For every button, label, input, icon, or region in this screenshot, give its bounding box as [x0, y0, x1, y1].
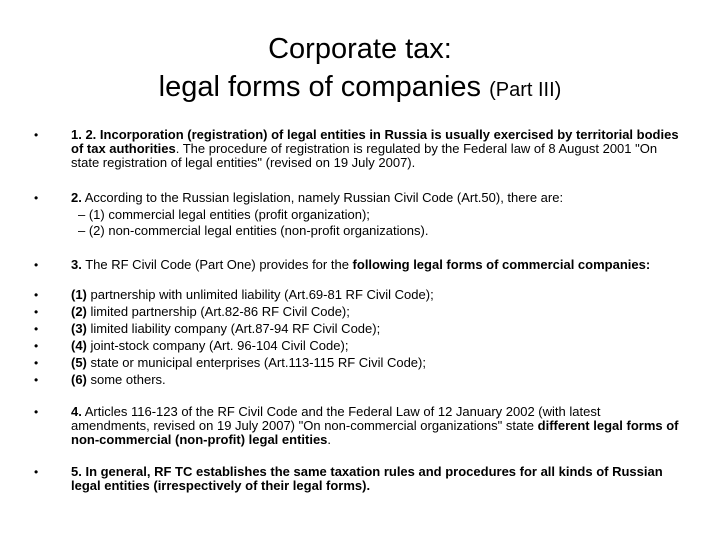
item-3-text [71, 258, 681, 272]
legal-form-5-number: (5) [71, 355, 87, 370]
item-4-bold: 4. [71, 404, 82, 419]
legal-form-6-number: (6) [71, 372, 87, 387]
bullet-icon: • [34, 356, 39, 370]
item-2-sub-2: – (2) non-commercial legal entities (non-profit organizations). [78, 223, 429, 238]
legal-form-1-text: partnership with unlimited liability (Art.69-81 RF Civil Code); [86, 287, 434, 302]
item-5-text [71, 465, 681, 493]
legal-form-1-number: (1) [71, 287, 87, 302]
item-1-bold: 1. 2. Incorporation (registration) of legal entities in Russia is usually exercised by territorial bodies of tax authorities [71, 127, 679, 156]
bullet-icon: • [34, 322, 39, 336]
title-part: (Part III) [489, 79, 562, 101]
item-5-bold: 5. In general, RF TC establishes the same taxation rules and procedures for all kinds of Russian legal entities (irrespectively of their legal forms). [71, 464, 663, 493]
bullet-icon: • [34, 339, 39, 353]
bullet-icon: • [34, 373, 39, 387]
bullet-icon: • [34, 305, 39, 319]
item-3-bold2: following legal forms of commercial companies: [352, 257, 651, 272]
legal-form-6-text: some others. [86, 372, 166, 387]
item-4-bold2: different legal forms of non-commercial (non-profit) legal entities [71, 418, 679, 447]
title-main: legal forms of companies [158, 71, 482, 103]
item-1-rest: . The procedure of registration is regulated by the Federal law of 8 August 2001 "On state registration of legal entities" (revised on 19 July 2007). [71, 141, 658, 170]
item-3-bold: 3. [71, 257, 82, 272]
item-1-text [71, 128, 681, 170]
title-line-1: Corporate tax: [268, 33, 452, 65]
legal-form-3-text: limited liability company (Art.87-94 RF Civil Code); [86, 321, 381, 336]
item-4-rest: Articles 116-123 of the RF Civil Code and the Federal Law of 12 January 2002 (with latest amendments, revised on 19 July 2007) "On non-commercial organizations" state [71, 404, 601, 433]
bullet-icon: • [34, 258, 39, 272]
bullet-icon: • [34, 128, 39, 142]
bullet-icon: • [34, 191, 39, 205]
item-2-bold: 2. [71, 190, 82, 205]
legal-form-5-text: state or municipal enterprises (Art.113-115 RF Civil Code); [86, 355, 426, 370]
bullet-icon: • [34, 465, 39, 479]
legal-form-4-text: joint-stock company (Art. 96-104 Civil Code); [86, 338, 349, 353]
legal-form-2-number: (2) [71, 304, 87, 319]
item-4-end: . [327, 432, 332, 447]
item-2-rest: According to the Russian legislation, namely Russian Civil Code (Art.50), there are: [81, 190, 564, 205]
item-2-sub-1: – (1) commercial legal entities (profit organization); [78, 207, 370, 222]
legal-form-4-number: (4) [71, 338, 87, 353]
bullet-icon: • [34, 405, 39, 419]
item-3-rest: The RF Civil Code (Part One) provides for the [81, 257, 353, 272]
bullet-icon: • [34, 288, 39, 302]
item-4-text [71, 405, 681, 447]
legal-form-3-number: (3) [71, 321, 87, 336]
legal-form-2-text: limited partnership (Art.82-86 RF Civil Code); [86, 304, 350, 319]
item-2-text [71, 191, 681, 205]
